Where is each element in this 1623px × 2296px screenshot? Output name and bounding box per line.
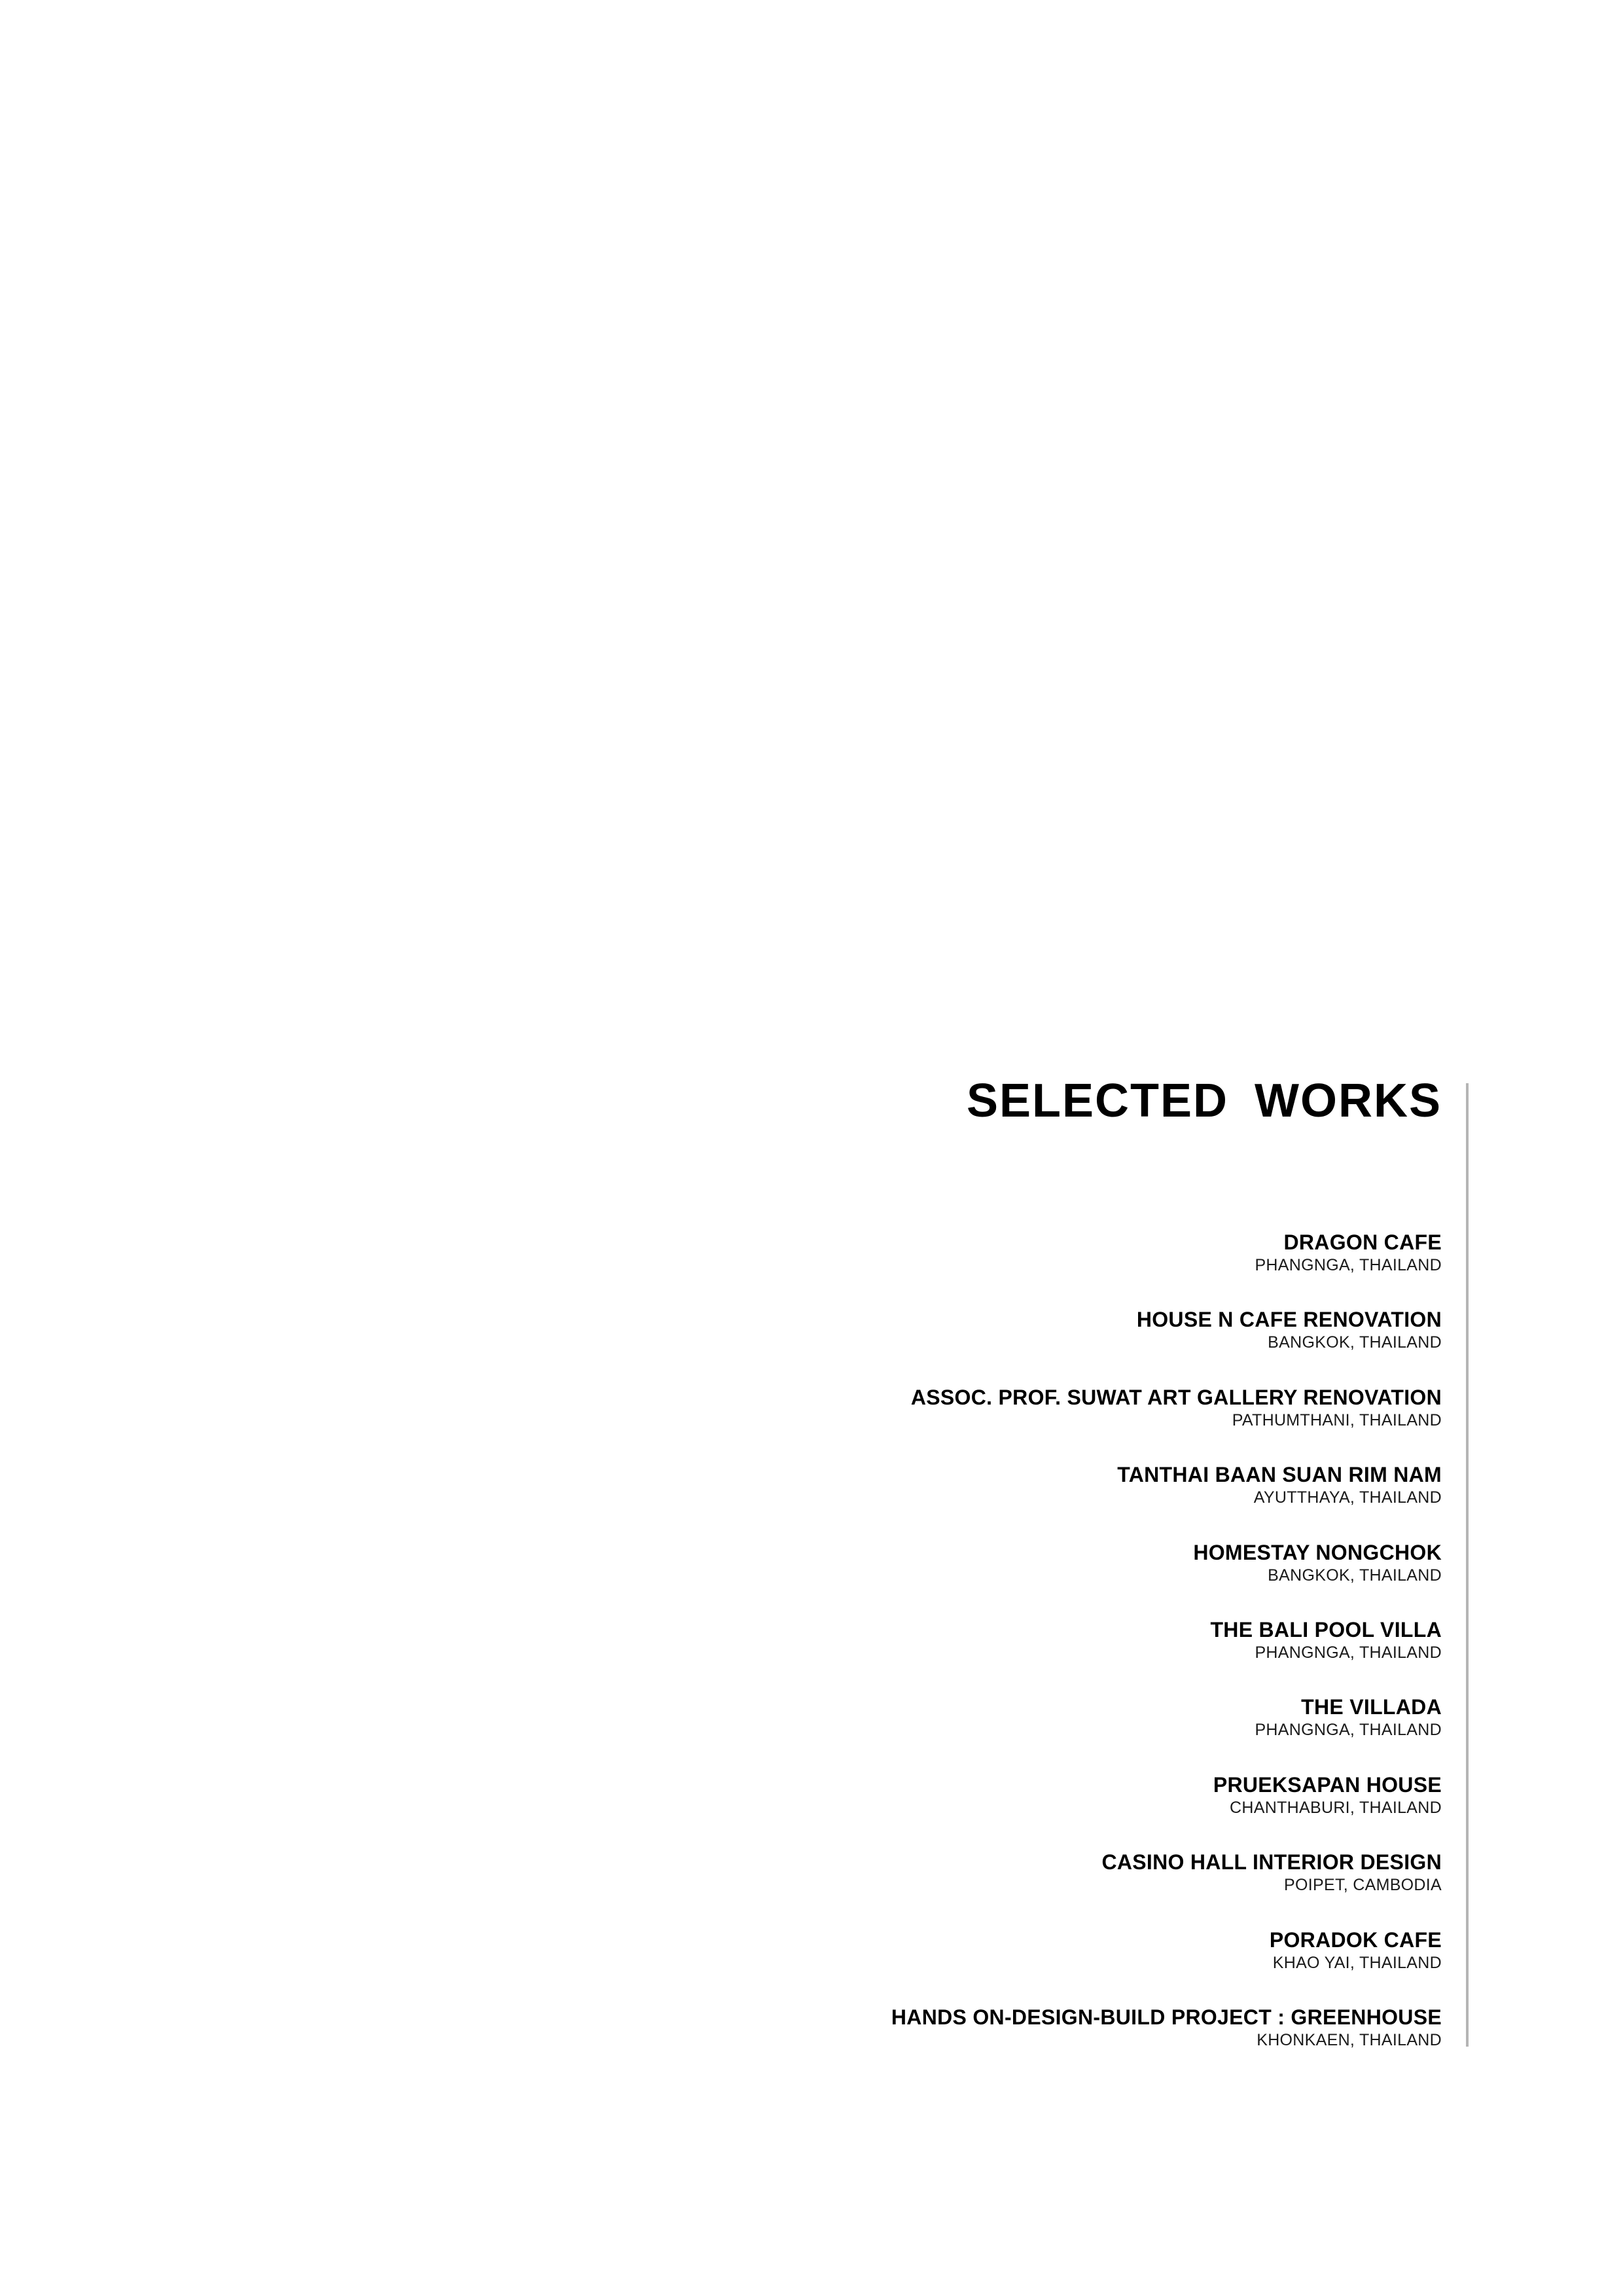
work-title: PRUEKSAPAN HOUSE [1213,1772,1442,1797]
list-item [891,1306,1442,1384]
list-item [891,1927,1442,2004]
work-title: HOUSE N CAFE RENOVATION [1136,1308,1442,1332]
work-location: BANGKOK, THAILAND [1268,1566,1442,1585]
work-location: CHANTHABURI, THAILAND [1230,1798,1442,1817]
work-location: BANGKOK, THAILAND [1268,1333,1442,1352]
list-item [891,1849,1442,1926]
work-title: DRAGON CAFE [1283,1230,1442,1254]
work-title: ASSOC. PROF. SUWAT ART GALLERY RENOVATION [910,1385,1442,1409]
list-item [891,1229,1442,1306]
work-location: PHANGNGA, THAILAND [1255,1256,1442,1274]
works-list [891,1229,1442,2081]
work-location: PATHUMTHANI, THAILAND [1232,1410,1442,1429]
work-title: PORADOK CAFE [1269,1928,1442,1952]
work-title: THE VILLADA [1301,1695,1442,1719]
work-title: HOMESTAY NONGCHOK [1193,1540,1442,1564]
work-title: TANTHAI BAAN SUAN RIM NAM [1117,1463,1442,1487]
list-item [891,1384,1442,1462]
work-location: PHANGNGA, THAILAND [1255,1721,1442,1740]
list-item [891,1462,1442,1539]
list-item [891,1617,1442,1694]
page-title: SELECTED WORKS [966,1075,1442,1127]
work-location: PHANGNGA, THAILAND [1255,1643,1442,1662]
work-title: CASINO HALL INTERIOR DESIGN [1101,1850,1442,1874]
work-title: THE BALI POOL VILLA [1210,1617,1442,1641]
work-location: AYUTTHAYA, THAILAND [1253,1488,1442,1507]
list-item [891,1694,1442,1771]
list-item [891,1772,1442,1849]
work-location: KHONKAEN, THAILAND [1257,2030,1442,2049]
list-item [891,2004,1442,2081]
work-location: KHAO YAI, THAILAND [1272,1953,1442,1972]
vertical-divider [1466,1083,1469,2047]
list-item [891,1539,1442,1617]
work-title: HANDS ON-DESIGN-BUILD PROJECT : GREENHOUSE [891,2005,1442,2029]
work-location: POIPET, CAMBODIA [1284,1876,1442,1895]
